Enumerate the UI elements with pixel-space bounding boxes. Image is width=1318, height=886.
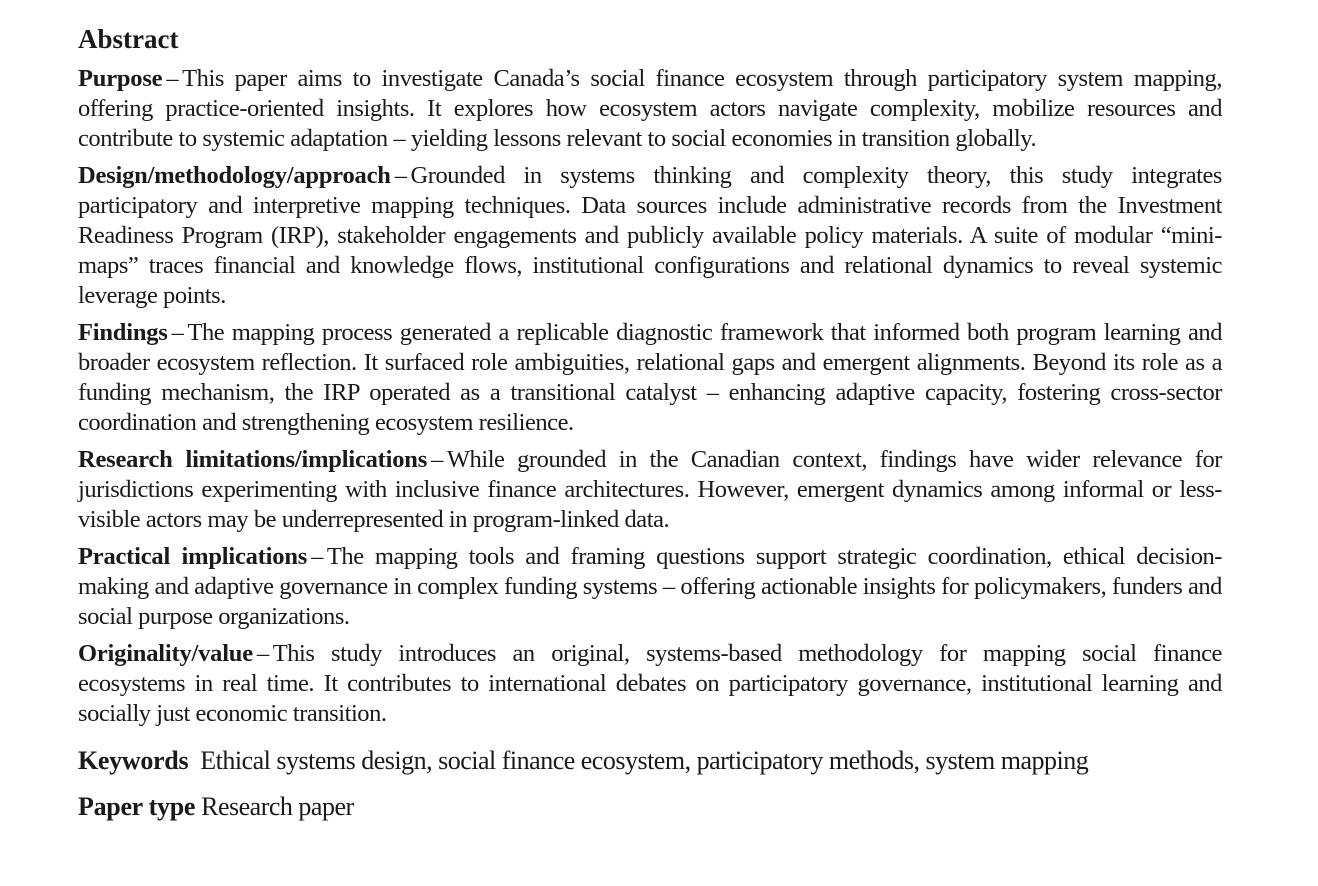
abstract-section-design bbox=[78, 161, 1222, 311]
section-text: The mapping tools and framing questions support strategic coordination, ethical decision-making and adaptive governance in complex funding systems – offering actionable insights for policymakers, funders and social purpose organizations. bbox=[78, 543, 1223, 630]
abstract-section-limitations bbox=[78, 445, 1222, 535]
section-label: Practical implications bbox=[78, 543, 308, 570]
section-dash: – bbox=[394, 162, 407, 189]
paper-type-line bbox=[78, 790, 1222, 824]
abstract-section-findings bbox=[78, 318, 1222, 438]
abstract-section-originality bbox=[78, 639, 1222, 729]
section-label: Findings bbox=[78, 319, 168, 346]
abstract-section-practical bbox=[78, 542, 1222, 632]
paper-type-label: Paper type bbox=[78, 792, 196, 821]
section-label: Research limitations/implications bbox=[78, 446, 428, 473]
section-label: Originality/value bbox=[78, 640, 253, 667]
section-text: Grounded in systems thinking and complexity theory, this study integrates participatory and interpretive mapping techniques. Data sources include administrative records from the Investment Readiness Program (IRP), stakeholder engagements and publicly available policy materials. A suite of modular “mini-maps” traces financial and knowledge flows, institutional configurations and relational dynamics to reveal systemic leverage points. bbox=[78, 162, 1222, 309]
section-dash: – bbox=[311, 543, 323, 570]
section-text: The mapping process generated a replicable diagnostic framework that informed both program learning and broader ecosystem reflection. It surfaced role ambiguities, relational gaps and emergent alignments. Beyond its role as a funding mechanism, the IRP operated as a transitional catalyst – enhancing adaptive capacity, fostering cross-sector coordination and strengthening ecosystem resilience. bbox=[78, 319, 1222, 436]
section-dash: – bbox=[431, 446, 443, 473]
abstract-section-purpose bbox=[78, 64, 1222, 154]
paper-type-value: Research paper bbox=[201, 792, 354, 821]
keywords-line bbox=[78, 744, 1222, 778]
abstract-page bbox=[78, 22, 1222, 824]
section-text: This paper aims to investigate Canada’s social finance ecosystem through participatory system mapping, offering practice-oriented insights. It explores how ecosystem actors navigate complexity, mobilize resources and contribute to systemic adaptation – yielding lessons relevant to social economies in transition globally. bbox=[78, 65, 1222, 152]
keywords-label: Keywords bbox=[78, 746, 189, 775]
section-dash: – bbox=[171, 319, 184, 346]
section-dash: – bbox=[256, 640, 269, 667]
abstract-heading: Abstract bbox=[78, 24, 179, 54]
section-text: This study introduces an original, systems-based methodology for mapping social finance ecosystems in real time. It contributes to international debates on participatory governance, institutional learning and socially just economic transition. bbox=[78, 640, 1222, 727]
section-dash: – bbox=[166, 65, 179, 92]
section-label: Purpose bbox=[78, 65, 163, 92]
keywords-value: Ethical systems design, social finance ecosystem, participatory methods, system mapping bbox=[200, 746, 1089, 775]
section-text: While grounded in the Canadian context, findings have wider relevance for jurisdictions experimenting with inclusive finance architectures. However, emergent dynamics among informal or less-visible actors may be underrepresented in program-linked data. bbox=[78, 446, 1222, 533]
section-label: Design/methodology/approach bbox=[78, 162, 391, 189]
